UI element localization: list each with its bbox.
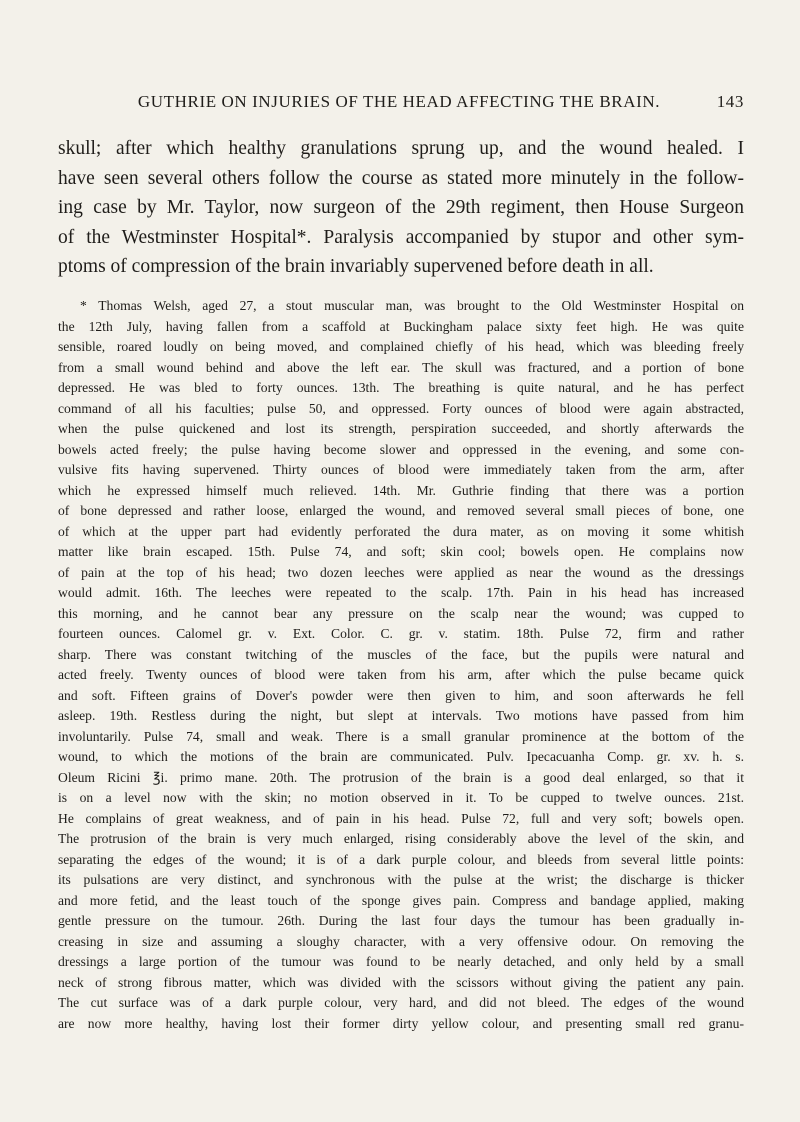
footnote-line: bowels acted freely; the pulse having become slower and oppressed in the evening, and some con- bbox=[58, 441, 744, 457]
footnote-line: of pain at the top of his head; two dozen leeches were applied as near the wound as the dressings bbox=[58, 564, 744, 580]
footnote-line: The cut surface was of a dark purple colour, very hard, and did not bleed. The edges of the wound bbox=[58, 995, 744, 1010]
footnote-line: which he expressed himself much relieved. 14th. Mr. Guthrie finding that there was a portion bbox=[58, 482, 744, 498]
footnote-line: fourteen ounces. Calomel gr. v. Ext. Color. C. gr. v. statim. 18th. Pulse 72, firm and rather bbox=[58, 626, 744, 641]
footnote-line: The protrusion of the brain is very much enlarged, rising considerably above the level of the skin, and bbox=[58, 831, 744, 846]
footnote-line: and soft. Fifteen grains of Dover's powder were then given to him, and soon afterwards he fell bbox=[58, 687, 744, 703]
footnote-line: the 12th July, having fallen from a scaffold at Buckingham palace sixty feet high. He was quite bbox=[58, 318, 744, 334]
footnote-line: neck of strong fibrous matter, which was divided with the scissors without giving the patient any pain. bbox=[58, 974, 744, 990]
footnote-line: wound, to which the motions of the brain are communicated. Pulv. Ipecacuanha Comp. gr. xv. h. s. bbox=[58, 749, 744, 764]
footnote-line: when the pulse quickened and lost its strength, perspiration succeeded, and shortly afterwards the bbox=[58, 421, 744, 436]
main-paragraph bbox=[58, 134, 744, 282]
footnote-line: vulsive fits having supervened. Thirty ounces of blood were immediately taken from the arm, after bbox=[58, 462, 744, 477]
main-text-line: skull; after which healthy granulations sprung up, and the wound healed. I bbox=[58, 138, 744, 159]
footnote-line: acted freely. Twenty ounces of blood were taken from his arm, after which the pulse became quick bbox=[58, 667, 744, 682]
footnote-line: Oleum Ricini ℥i. primo mane. 20th. The protrusion of the brain is a good deal enlarged, so that it bbox=[58, 769, 744, 785]
footnote-line: asleep. 19th. Restless during the night, but slept at intervals. Two motions have passed from him bbox=[58, 708, 744, 723]
running-header bbox=[58, 92, 744, 116]
footnote-line: from a small wound behind and above the left ear. The skull was fractured, and a portion of bone bbox=[58, 359, 744, 375]
footnote-line: this morning, and he cannot bear any pressure on the scalp near the wound; was cupped to bbox=[58, 605, 744, 621]
footnote-line: of which at the upper part had evidently perforated the dura mater, as on moving it some whitish bbox=[58, 523, 744, 539]
page-number: 143 bbox=[716, 92, 744, 111]
footnote-line: separating the edges of the wound; it is of a dark purple colour, and bleeds from several little points: bbox=[58, 851, 744, 867]
footnote-line: sharp. There was constant twitching of the muscles of the face, but the pupils were natural and bbox=[58, 646, 744, 662]
footnote-line: matter like brain escaped. 15th. Pulse 74, and soft; skin cool; bowels open. He complains now bbox=[58, 544, 744, 559]
footnote-line: is on a level now with the skin; no motion observed in it. To be cupped to twelve ounces. 21st. bbox=[58, 790, 744, 805]
footnote-line: * Thomas Welsh, aged 27, a stout muscular man, was brought to the Old Westminster Hospital on bbox=[80, 298, 744, 313]
running-title: GUTHRIE ON INJURIES OF THE HEAD AFFECTING THE BRAIN. bbox=[137, 92, 661, 111]
footnote-line: depressed. He was bled to forty ounces. 13th. The breathing is quite natural, and he has perfect bbox=[58, 380, 744, 395]
footnote-line: He complains of great weakness, and of pain in his head. Pulse 72, full and very soft; bowels open. bbox=[58, 810, 744, 826]
footnote-line: and more fetid, and the least touch of the sponge gives pain. Compress and bandage applied, making bbox=[58, 892, 744, 908]
footnote-line: creasing in size and assuming a sloughy character, with a very offensive odour. On removing the bbox=[58, 933, 744, 949]
footnote bbox=[58, 296, 744, 1034]
main-text-line: have seen several others follow the course as stated more minutely in the follow- bbox=[58, 167, 744, 189]
footnote-line: command of all his faculties; pulse 50, and oppressed. Forty ounces of blood were again abstracted, bbox=[58, 400, 744, 416]
footnote-line: of bone depressed and rather loose, enlarged the wound, and removed several small pieces of bone, one bbox=[58, 503, 744, 518]
footnote-line: involuntarily. Pulse 74, small and weak. There is a small granular prominence at the bottom of the bbox=[58, 728, 744, 744]
footnote-line: dressings a large portion of the tumour was found to be nearly detached, and only held by a small bbox=[58, 954, 744, 969]
main-text-line: ptoms of compression of the brain invariably supervened before death in all. bbox=[58, 256, 654, 277]
footnote-line: its pulsations are very distinct, and synchronous with the pulse at the wrist; the discharge is thicker bbox=[58, 872, 744, 887]
main-text-line: of the Westminster Hospital*. Paralysis accompanied by stupor and other sym- bbox=[58, 226, 744, 248]
footnote-line: are now more healthy, having lost their former dirty yellow colour, and presenting small red granu- bbox=[58, 1015, 744, 1031]
footnote-line: would admit. 16th. The leeches were repeated to the scalp. 17th. Pain in his head has increased bbox=[58, 585, 744, 600]
main-text-line: ing case by Mr. Taylor, now surgeon of the 29th regiment, then House Surgeon bbox=[58, 197, 744, 218]
footnote-line: sensible, roared loudly on being moved, and complained chiefly of his head, which was bleeding freely bbox=[58, 339, 744, 354]
footnote-line: gentle pressure on the tumour. 26th. During the last four days the tumour has been gradually in- bbox=[58, 913, 744, 928]
